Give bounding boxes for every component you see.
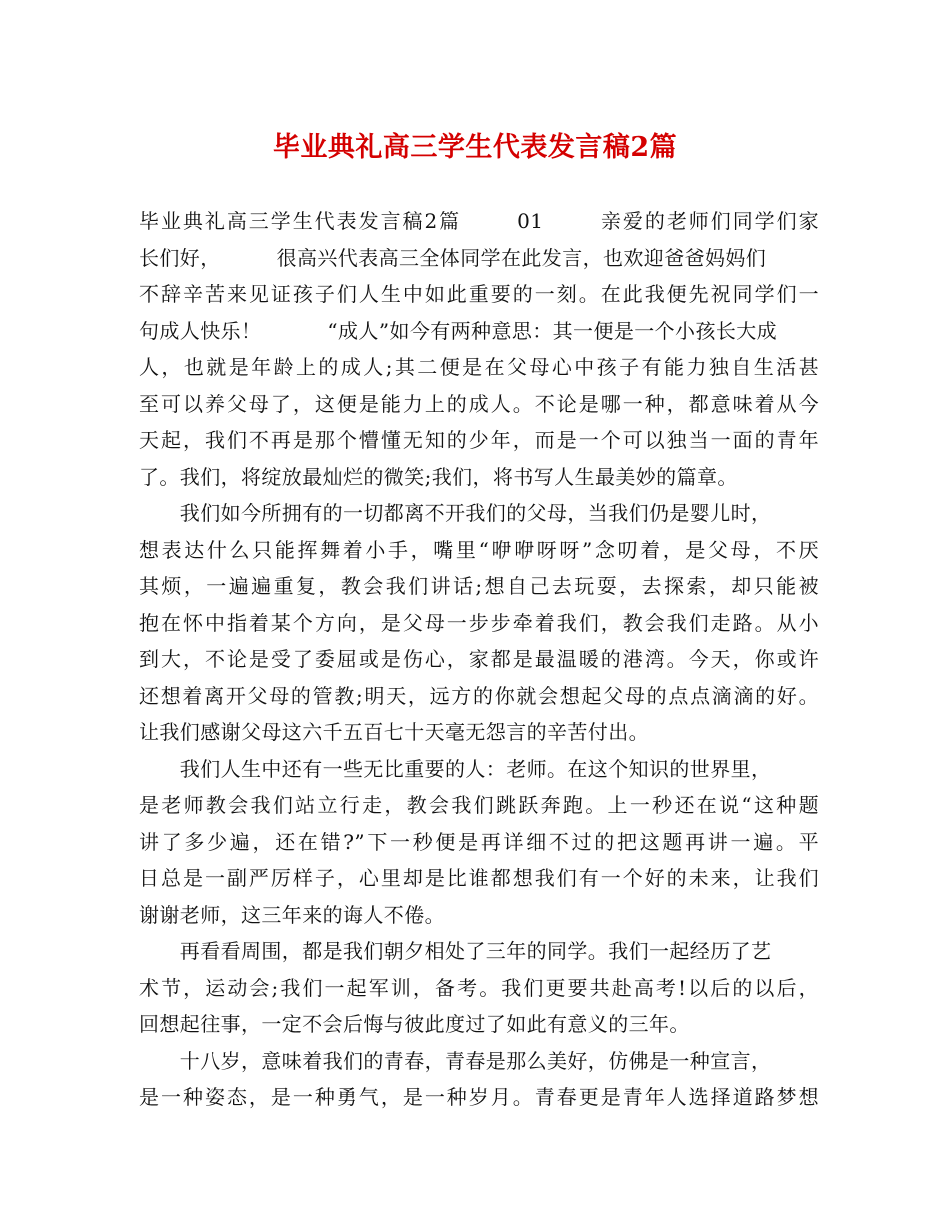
text-line: 至可以养父母了，这便是能力上的成人。不论是哪一种，都意味着从今 [139,391,819,416]
text-line: 回想起往事，一定不会后悔与彼此度过了如此有意义的三年。 [139,1012,690,1036]
text-line: 是老师教会我们站立行走，教会我们跳跃奔跑。上一秒还在说“这种题 [139,793,819,817]
text-line: 十八岁，意味着我们的青春，青春是那么美好，仿佛是一种宣言， [139,1048,772,1073]
text-line: 抱在怀中指着某个方向，是父母一步步牵着我们，教会我们走路。从小 [139,610,819,635]
text-line: 想表达什么只能挥舞着小手，嘴里“咿咿呀呀”念叨着，是父母，不厌 [139,537,819,562]
text-line [139,313,819,350]
text-line: 日总是一副严厉样子，心里却是比谁都想我们有一个好的未来，让我们 [139,866,819,890]
text-segment: 亲爱的老师们同学们家 [599,209,819,233]
text-segment: 长们好， [139,245,221,270]
text-line: 还想着离开父母的管教;明天，远方的你就会想起父母的点点滴滴的好。 [139,683,819,708]
text-line: 人，也就是年龄上的成人;其二便是在父母心中孩子有能力独自生活甚 [139,355,819,379]
text-segment: 毕业典礼高三学生代表发言稿2篇 [139,209,462,233]
text-line [139,240,819,277]
text-line: 不辞辛苦来见证孩子们人生中如此重要的一刻。在此我便先祝同学们一 [139,282,819,306]
text-line: 其烦，一遍遍重复，教会我们讲话;想自己去玩耍，去探索，却只能被 [139,574,819,598]
text-line: 我们人生中还有一些无比重要的人：老师。在这个知识的世界里， [139,756,772,781]
text-line: 术节，运动会;我们一起军训，备考。我们更要共赴高考!以后的以后， [139,975,819,1000]
text-segment: 01 [517,209,544,233]
text-line: 天起，我们不再是那个懵懂无知的少年，而是一个可以独当一面的青年 [139,428,819,452]
document-body [139,203,819,1116]
text-line: 我们如今所拥有的一切都离不开我们的父母，当我们仍是婴儿时， [139,501,772,525]
text-line [139,203,819,240]
text-line: 再看看周围，都是我们朝夕相处了三年的同学。我们一起经历了艺 [139,939,772,963]
text-segment: 很高兴代表高三全体同学在此发言，也欢迎爸爸妈妈们 [276,245,767,270]
text-line: 是一种姿态，是一种勇气，是一种岁月。青春更是青年人选择道路梦想 [139,1085,819,1109]
text-line: 谢谢老师，这三年来的诲人不倦。 [139,902,445,927]
text-line: 讲了多少遍，还在错?”下一秒便是再详细不过的把这题再讲一遍。平 [139,829,819,854]
text-segment: 句成人快乐！ [139,318,262,343]
text-line: 让我们感谢父母这六千五百七十天毫无怨言的辛苦付出。 [139,720,649,744]
text-line: 了。我们，将绽放最灿烂的微笑;我们，将书写人生最美妙的篇章。 [139,464,738,489]
text-line: 到大，不论是受了委屈或是伤心，家都是最温暖的港湾。今天，你或许 [139,647,819,671]
text-segment: “成人”如今有两种意思：其一便是一个小孩长大成 [327,318,778,343]
page-title: 毕业典礼高三学生代表发言稿2篇 [272,132,678,163]
